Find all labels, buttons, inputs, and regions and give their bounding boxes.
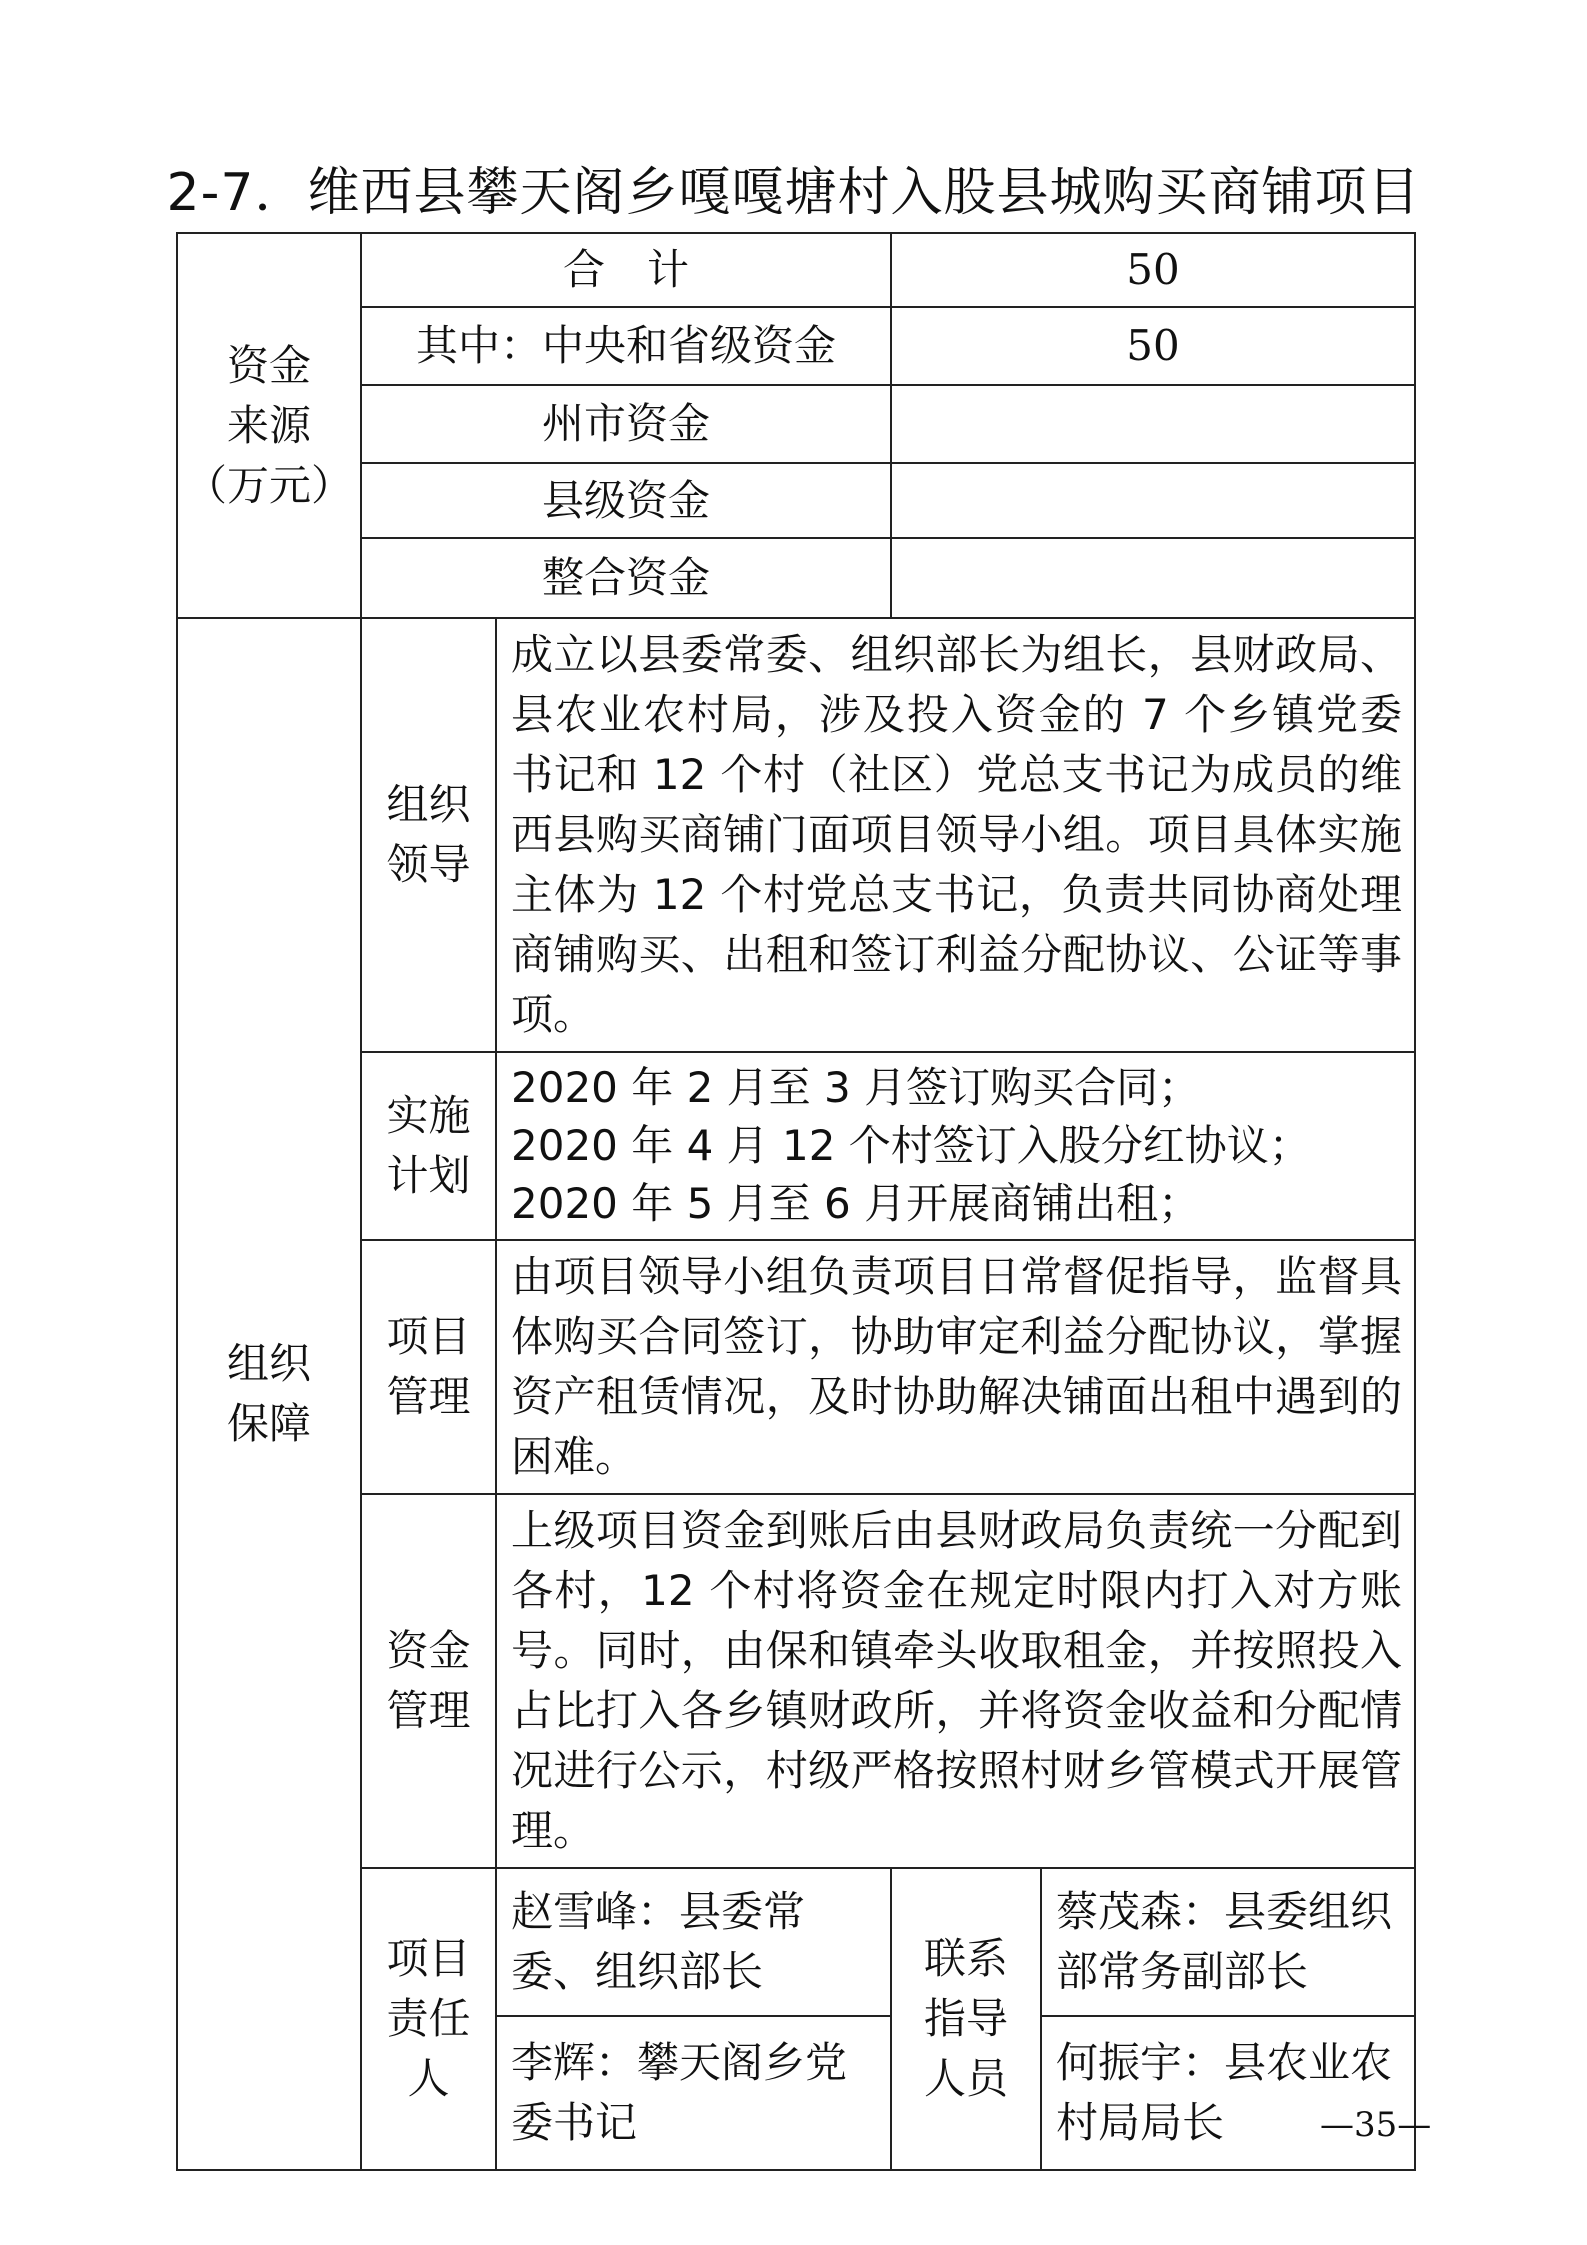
section-label-plan	[361, 1052, 496, 1240]
section-label-line: 管理	[386, 1686, 471, 1735]
section-label-line: 组织	[386, 780, 471, 829]
org-row-project-mgmt	[177, 1240, 1415, 1494]
contact-label	[891, 1868, 1041, 2170]
responsible-label-line: 责任	[386, 1994, 471, 2043]
org-row-responsible-1	[177, 1868, 1415, 2016]
funding-row-integrated	[177, 538, 1415, 618]
funding-row-label: 县级资金	[361, 463, 891, 538]
section-label-line: 管理	[386, 1372, 471, 1421]
funding-row-value	[891, 385, 1415, 463]
section-label-line: 领导	[386, 840, 471, 889]
responsible-label-line: 项目	[386, 1934, 471, 1983]
responsible-person: 赵雪峰：县委常委、组织部长	[496, 1868, 891, 2016]
section-content-plan	[496, 1052, 1415, 1240]
page-title: 2-7．维西县攀天阁乡嘎嘎塘村入股县城购买商铺项目	[166, 163, 1421, 223]
responsible-label-line: 人	[407, 2054, 450, 2103]
section-label-line: 项目	[386, 1312, 471, 1361]
section-label-fund-mgmt	[361, 1494, 496, 1868]
plan-line: 2020 年 5 月至 6 月开展商铺出租；	[511, 1179, 1201, 1228]
section-content-fund-mgmt: 上级项目资金到账后由县财政局负责统一分配到各村，12 个村将资金在规定时限内打入对方账号。同时，由保和镇牵头收取租金，并按照投入占比打入各乡镇财政所，并将资金收益和分配情况进行公示，村级严格按照村财乡管模式开展管理。	[496, 1494, 1415, 1868]
responsible-label	[361, 1868, 496, 2170]
section-content-project-mgmt: 由项目领导小组负责项目日常督促指导，监督具体购买合同签订，协助审定利益分配协议，掌握资产租赁情况，及时协助解决铺面出租中遇到的困难。	[496, 1240, 1415, 1494]
contact-label-line: 联系	[924, 1934, 1009, 1983]
funding-row-label: 合 计	[361, 233, 891, 307]
funding-row-label: 州市资金	[361, 385, 891, 463]
section-label-project-mgmt	[361, 1240, 496, 1494]
contact-label-line: 人员	[924, 2054, 1009, 2103]
funding-row-value	[891, 463, 1415, 538]
funding-row-prefecture	[177, 385, 1415, 463]
org-row-leadership	[177, 618, 1415, 1052]
funding-row-label: 整合资金	[361, 538, 891, 618]
funding-label-line: 来源	[226, 400, 311, 450]
funding-row-label: 其中：中央和省级资金	[361, 307, 891, 385]
plan-line: 2020 年 2 月至 3 月签订购买合同；	[511, 1063, 1201, 1112]
section-label-line: 实施	[386, 1091, 471, 1140]
contact-person: 蔡茂森：县委组织部常务副部长	[1041, 1868, 1415, 2016]
section-label-line: 计划	[386, 1151, 471, 1200]
funding-label-line: 资金	[226, 340, 311, 390]
org-row-fund-mgmt	[177, 1494, 1415, 1868]
funding-row-value: 50	[891, 233, 1415, 307]
funding-label	[177, 233, 361, 618]
project-table	[176, 232, 1416, 2171]
section-content-leadership: 成立以县委常委、组织部长为组长，县财政局、县农业农村局，涉及投入资金的 7 个乡镇党委书记和 12 个村（社区）党总支书记为成员的维西县购买商铺门面项目领导小组。项目具体实施主体为 12 个村党总支书记，负责共同协商处理商铺购买、出租和签订利益分配协议、公证等事项。	[496, 618, 1415, 1052]
section-label-leadership	[361, 618, 496, 1052]
funding-label-line: （万元）	[184, 460, 353, 510]
funding-row-value	[891, 538, 1415, 618]
contact-label-line: 指导	[924, 1994, 1009, 2043]
plan-line: 2020 年 4 月 12 个村签订入股分红协议；	[511, 1121, 1311, 1170]
funding-row-county	[177, 463, 1415, 538]
page-number: —35—	[1320, 2105, 1432, 2145]
org-label-line: 组织	[226, 1339, 311, 1388]
funding-row-value: 50	[891, 307, 1415, 385]
funding-row-central	[177, 307, 1415, 385]
org-label	[177, 618, 361, 2170]
org-label-line: 保障	[226, 1399, 311, 1448]
org-row-plan	[177, 1052, 1415, 1240]
contact-person: 何振宇：县农业农村局局长	[1041, 2016, 1415, 2170]
funding-row-total	[177, 233, 1415, 307]
responsible-person: 李辉：攀天阁乡党委书记	[496, 2016, 891, 2170]
section-label-line: 资金	[386, 1626, 471, 1675]
